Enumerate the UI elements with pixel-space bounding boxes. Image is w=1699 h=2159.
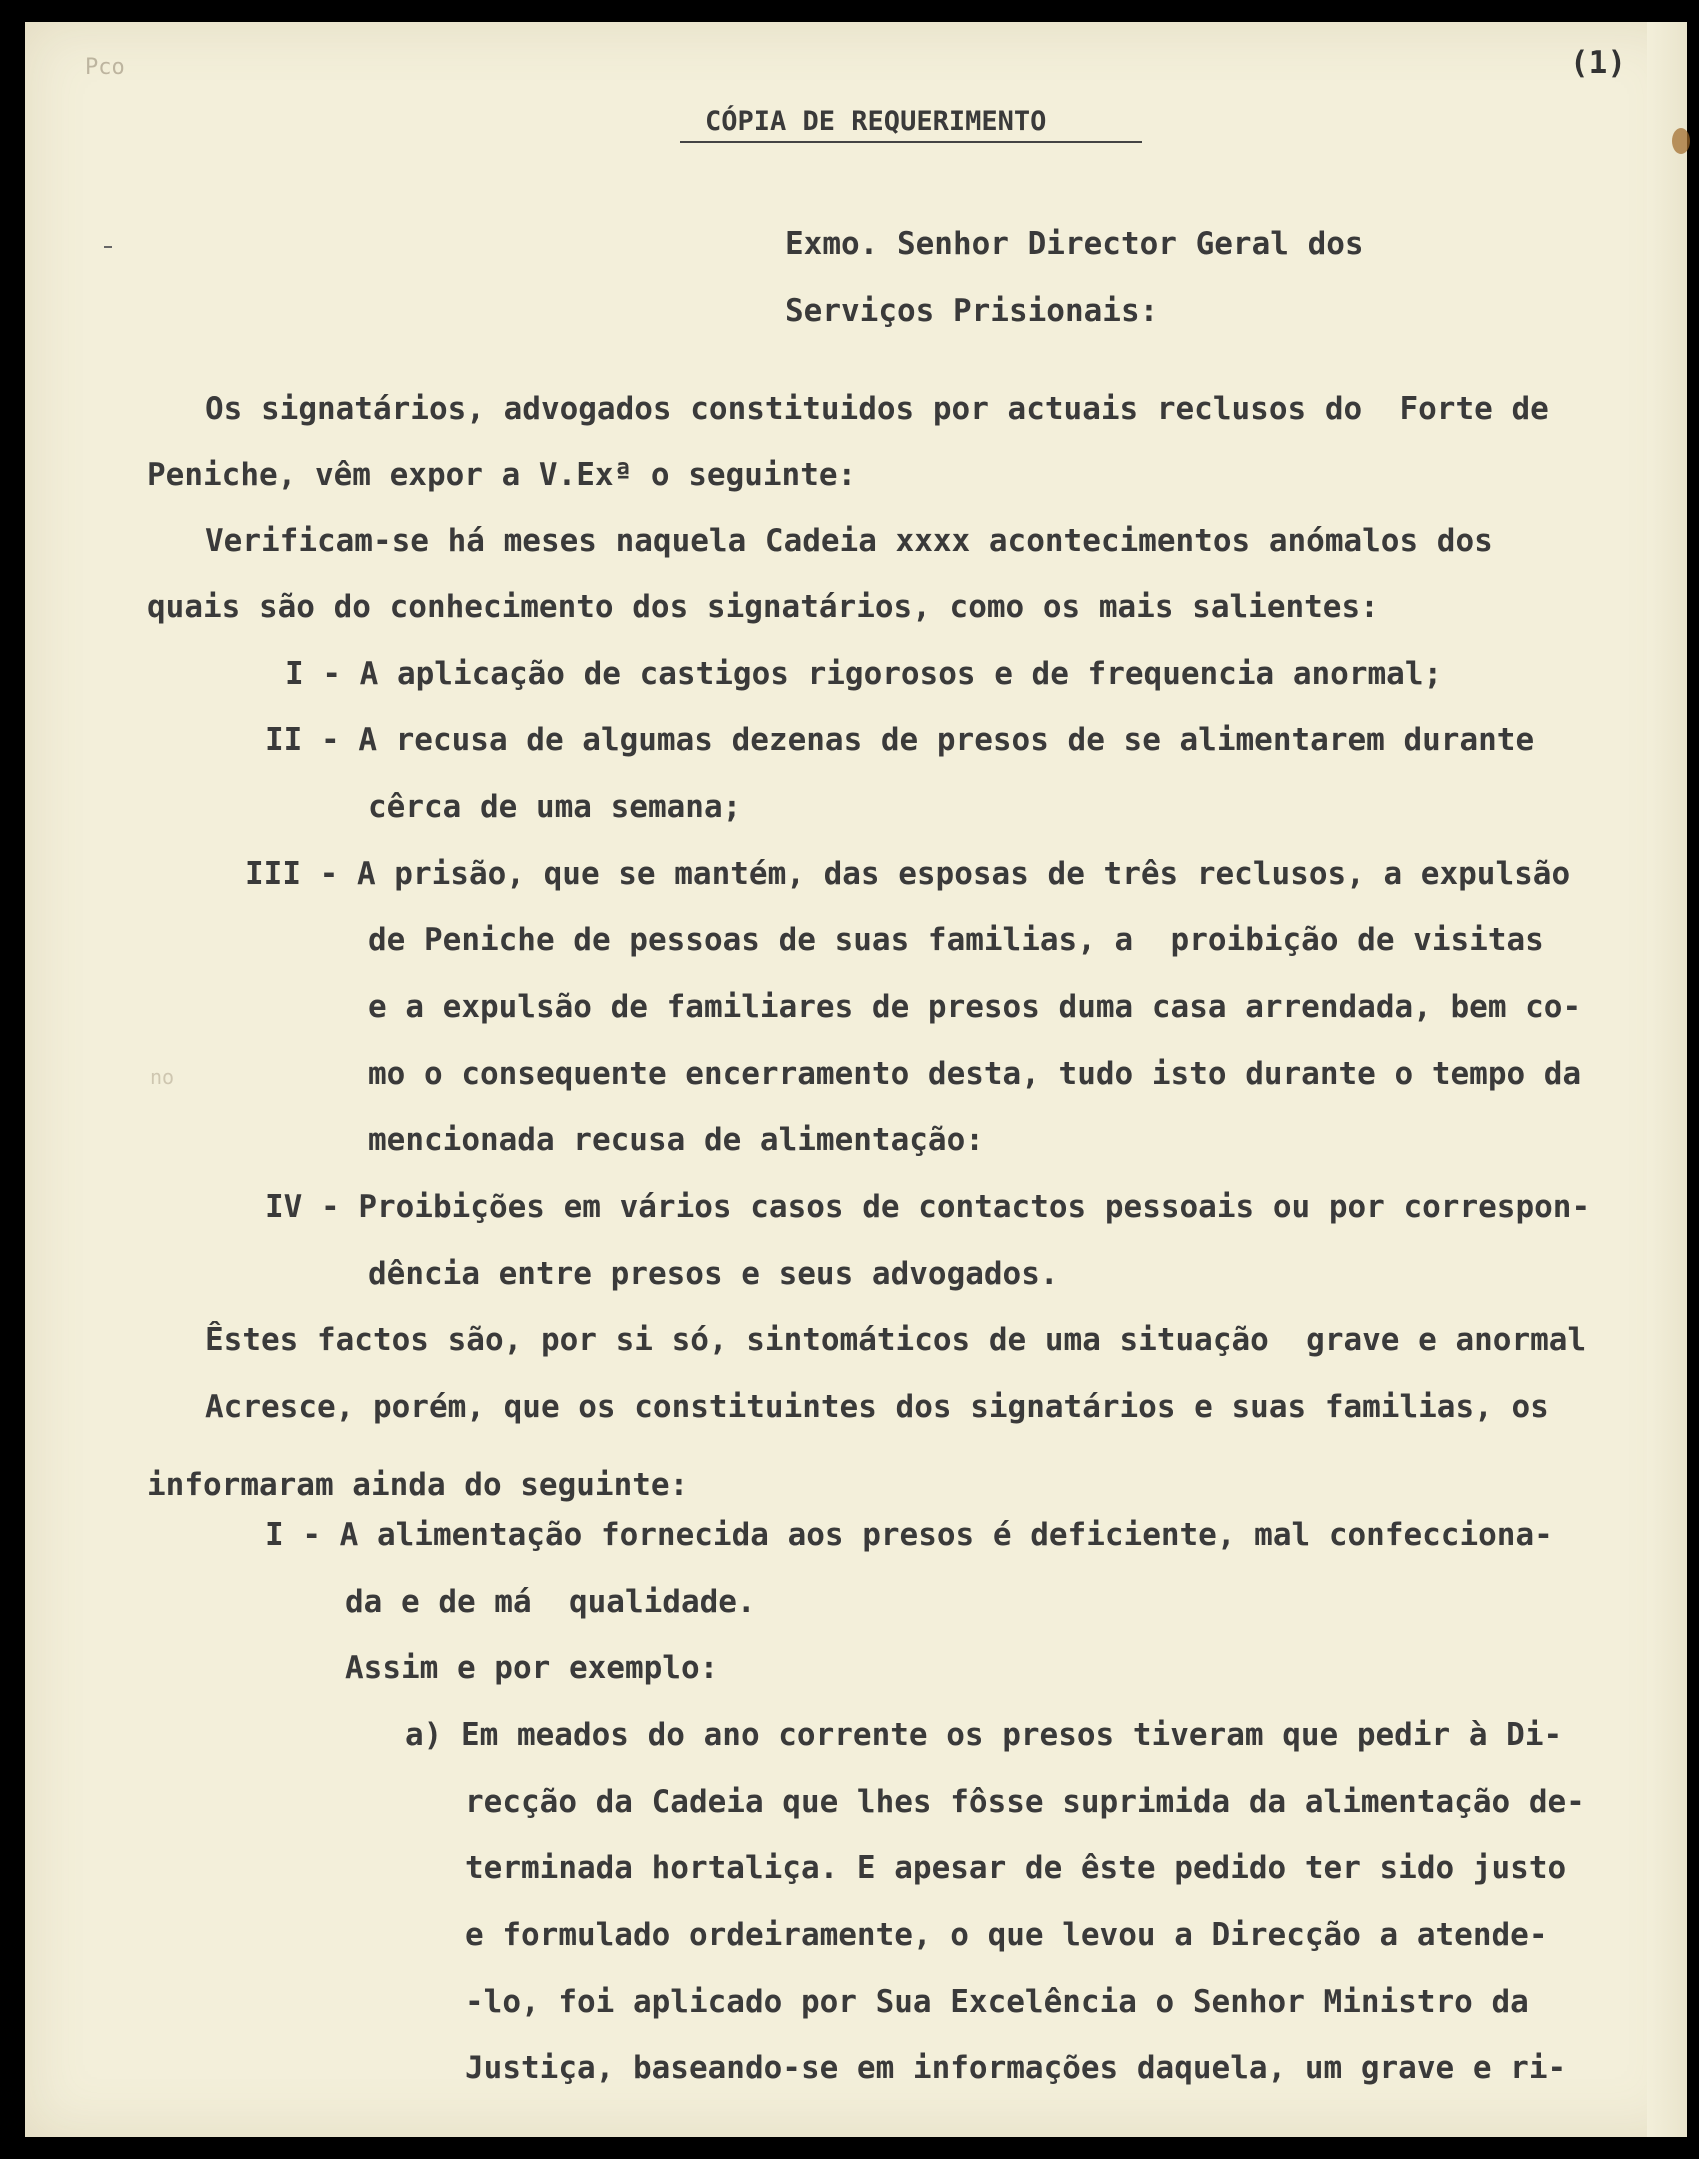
example-a-line-6: Justiça, baseando-se em informações daquela, um grave e ri- (465, 2050, 1567, 2086)
margin-dash (104, 246, 112, 248)
example-a-line-4: e formulado ordeiramente, o que levou a Direcção a atende- (465, 1917, 1548, 1953)
title-underline (680, 141, 1142, 143)
left-margin-mark-text: no (150, 1065, 175, 1089)
top-left-smudge-mark: Pco (85, 55, 125, 80)
list-item-2: II - A recusa de algumas dezenas de presos de se alimentarem durante (265, 722, 1535, 758)
page-number: (1) (1570, 45, 1626, 81)
list-item-4-cont: dência entre presos e seus advogados. (368, 1256, 1059, 1292)
list-item-3-cont-3: mo o consequente encerramento desta, tudo isto durante o tempo da (368, 1056, 1582, 1092)
address-line-2: Serviços Prisionais: (785, 293, 1159, 329)
list-item-2-cont: cêrca de uma semana; (368, 789, 742, 825)
example-a-line-3: terminada hortaliça. E apesar de êste pedido ter sido justo (465, 1850, 1567, 1886)
example-a-line-5: -lo, foi aplicado por Sua Excelência o Senhor Ministro da (465, 1984, 1529, 2020)
list-item-4: IV - Proibições em vários casos de contactos pessoais ou por correspon- (265, 1189, 1591, 1225)
body-line-2: Peniche, vêm expor a V.Exª o seguinte: (147, 457, 857, 493)
example-heading: Assim e por exemplo: (345, 1650, 719, 1686)
list-item-3-cont-1: de Peniche de pessoas de suas familias, a proibição de visitas (368, 922, 1544, 958)
document-title: CÓPIA DE REQUERIMENTO (705, 106, 1047, 137)
list-item-3-cont-4: mencionada recusa de alimentação: (368, 1122, 984, 1158)
body-line-3: Verificam-se há meses naquela Cadeia xxxx acontecimentos anómalos dos (205, 523, 1493, 559)
body-line-7: informaram ainda do seguinte: (147, 1467, 689, 1503)
left-margin-smudge-mark (150, 1020, 200, 1140)
list-item-3: III - A prisão, que se mantém, das esposas de três reclusos, a expulsão (245, 856, 1571, 892)
example-a-line-1: a) Em meados do ano corrente os presos tiveram que pedir à Di- (405, 1717, 1563, 1753)
info-item-1: I - A alimentação fornecida aos presos é deficiente, mal confecciona- (265, 1517, 1553, 1553)
body-line-4: quais são do conhecimento dos signatários, como os mais salientes: (147, 589, 1379, 625)
example-a-line-2: recção da Cadeia que lhes fôsse suprimida da alimentação de- (465, 1784, 1585, 1820)
paper-edge (1647, 22, 1687, 2137)
rust-stain (1672, 128, 1690, 154)
body-line-1: Os signatários, advogados constituidos por actuais reclusos do Forte de (205, 391, 1549, 427)
body-line-6: Acresce, porém, que os constituintes dos signatários e suas familias, os (205, 1389, 1549, 1425)
list-item-3-cont-2: e a expulsão de familiares de presos duma casa arrendada, bem co- (368, 989, 1582, 1025)
list-item-1: I - A aplicação de castigos rigorosos e de frequencia anormal; (285, 656, 1443, 692)
address-line-1: Exmo. Senhor Director Geral dos (785, 226, 1364, 262)
body-line-5: Êstes factos são, por si só, sintomáticos de uma situação grave e anormal (205, 1322, 1587, 1358)
info-item-1-cont: da e de má qualidade. (345, 1584, 756, 1620)
